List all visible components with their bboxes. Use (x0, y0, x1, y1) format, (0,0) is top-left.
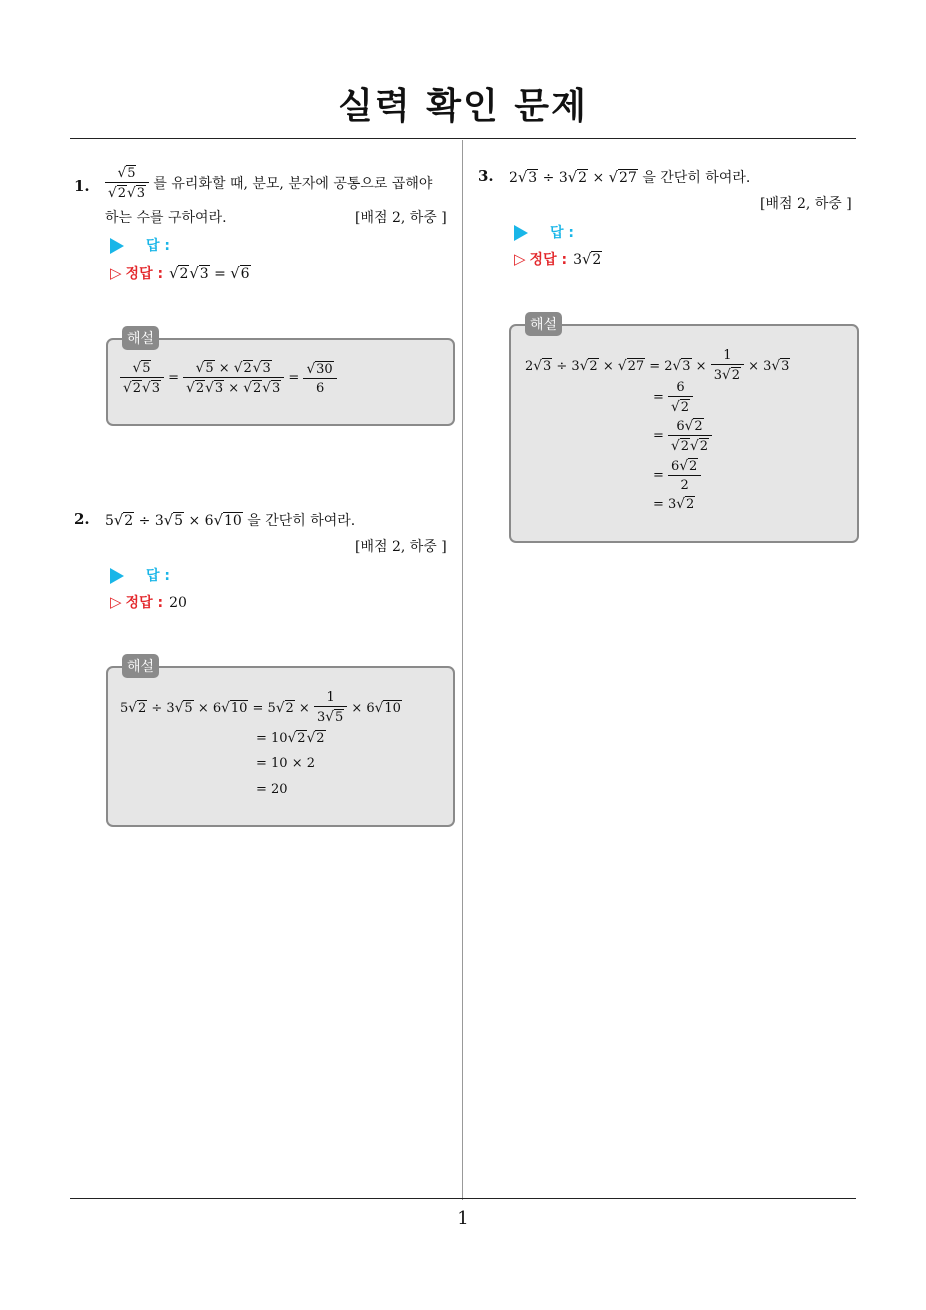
page-number: 1 (457, 1208, 469, 1229)
problem-expression: 5√2 ÷ 3√5 × 6√10 (105, 512, 242, 529)
correct-answer-row (110, 592, 187, 612)
answer-row (110, 565, 170, 585)
problem-text: $\frac{√5}{√2√3}$ 를 유리화할 때, 분모, 분자에 공통으로 곱해야 (105, 165, 432, 201)
correct-label: 정답 : (529, 252, 568, 268)
solution-line: = $\frac{6√2}{2}$ (653, 458, 701, 493)
correct-answer-value: √2√3 = √6 (169, 265, 250, 282)
footer-rule (70, 1198, 856, 1199)
problem-expression: $\frac{√5}{√2√3}$ (105, 165, 149, 201)
solution-line: = 3√2 (653, 496, 695, 512)
correct-answer-value: 3√2 (573, 251, 602, 268)
outline-triangle-icon: ▷ (110, 593, 122, 611)
answer-label: 답 : (146, 568, 170, 584)
correct-answer-row (514, 249, 602, 269)
problem-number: 3. (478, 167, 494, 185)
problem-text: 5√2 ÷ 3√5 × 6√10 을 간단히 하여라. (105, 512, 356, 529)
correct-label: 정답 : (125, 266, 164, 282)
problem-meta: [배점 2, 하중 ] (760, 196, 852, 212)
problem-meta: [배점 2, 하중 ] (355, 210, 447, 226)
solution-line: = $\frac{6√2}{√2√2}$ (653, 418, 712, 454)
solution-tag: 해설 (525, 312, 562, 336)
correct-answer-row (110, 263, 251, 283)
solution-line: = $\frac{6}{√2}$ (653, 380, 693, 415)
correct-answer-value: 20 (169, 595, 187, 611)
problem-meta: [배점 2, 하중 ] (355, 539, 447, 555)
answer-row (110, 235, 170, 255)
solution-line: 2√3 ÷ 3√2 × √27 = 2√3 × $\frac{1}{3√2}$ × 3√3 (525, 348, 790, 383)
solution-line: = 20 (256, 782, 288, 797)
solution-box (509, 317, 859, 543)
solution-tag: 해설 (122, 326, 159, 350)
solution-box (106, 659, 455, 827)
solution-line: = 10 × 2 (256, 756, 315, 771)
answer-row (514, 222, 574, 242)
outline-triangle-icon: ▷ (110, 264, 122, 282)
page-title: 실력 확인 문제 (338, 86, 588, 127)
solution-box (106, 331, 455, 426)
problem-text: 2√3 ÷ 3√2 × √27 을 간단히 하여라. (509, 169, 751, 186)
solution-line: 5√2 ÷ 3√5 × 6√10 = 5√2 × $\frac{1}{3√5}$ × 6√10 (120, 690, 401, 725)
problem-number: 1. (74, 177, 90, 195)
play-triangle-icon (514, 225, 528, 241)
problem-text-line2: 하는 수를 구하여라. (105, 210, 227, 226)
problem-number: 2. (74, 510, 90, 528)
correct-label: 정답 : (125, 595, 164, 611)
solution-tag: 해설 (122, 654, 159, 678)
problem-expression: 2√3 ÷ 3√2 × √27 (509, 169, 637, 186)
header-rule (70, 138, 856, 139)
solution-line: $\frac{√5}{√2√3}$ = $\frac{√5 \times √2√3}{√2√3 \times √2√3}$ = $\frac{√30}{6}$ (120, 360, 337, 396)
column-divider (462, 140, 463, 1200)
play-triangle-icon (110, 238, 124, 254)
outline-triangle-icon: ▷ (514, 250, 526, 268)
play-triangle-icon (110, 568, 124, 584)
solution-line: = 10√2√2 (256, 730, 325, 746)
answer-label: 답 : (146, 238, 170, 254)
answer-label: 답 : (550, 225, 574, 241)
